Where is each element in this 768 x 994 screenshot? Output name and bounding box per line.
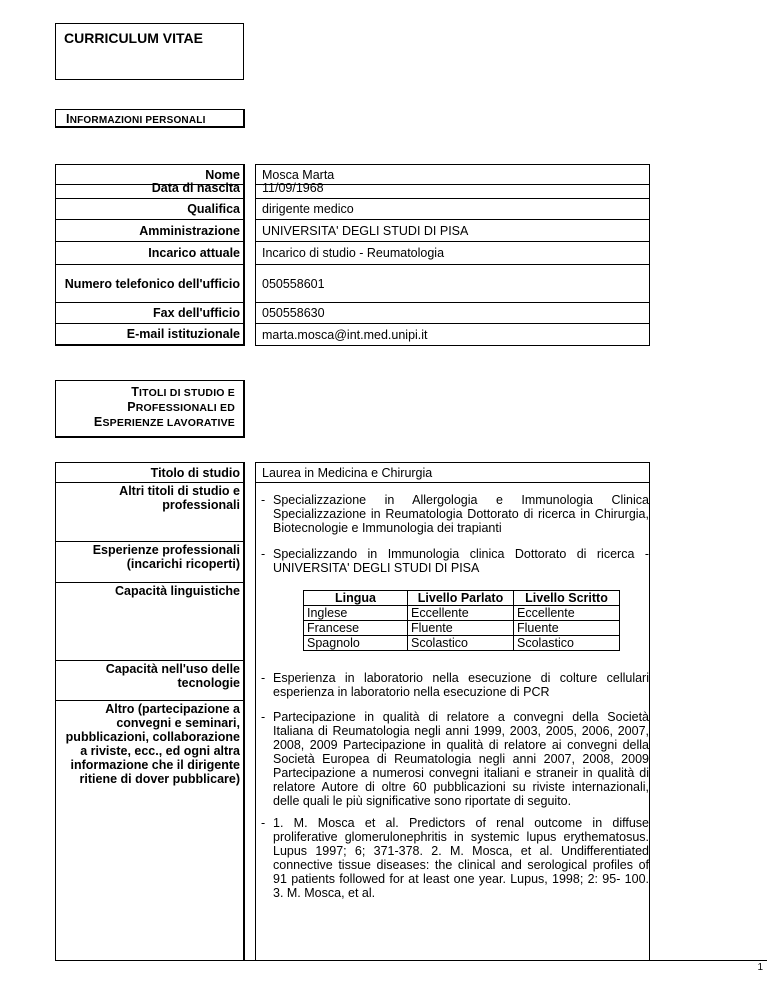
label-nome: Nome [55,164,245,185]
footer-divider [55,960,767,961]
cell-scritto: Fluente [514,621,620,636]
value-titolo-studio: Laurea in Medicina e Chirurgia [255,462,650,483]
tecnologie-text: Esperienza in laboratorio nella esecuzione di colture cellulari esperienza in laboratorio nella esecuzione di PCR [273,671,649,699]
cell-scritto: Scolastico [514,636,620,651]
cell-lingua: Francese [304,621,408,636]
altro-paragraph-1 [256,710,649,808]
section-title-line-2: PROFESSIONALI ED [127,400,235,414]
label-altri-titoli: Altri titoli di studio e professionali [55,483,245,542]
cell-parlato: Eccellente [408,606,514,621]
cell-parlato: Scolastico [408,636,514,651]
cell-lingua: Inglese [304,606,408,621]
table-row [304,621,620,636]
section-title-personal: INFORMAZIONI PERSONALI [66,112,206,126]
altri-titoli-text: Specializzazione in Allergologia e Immunologia Clinica Specializzazione in Reumatologia Dottorato di ricerca in Chirurgia, Biotecnologie e Immunologia dei trapianti [273,493,649,535]
esperienze-text: Specializzando in Immunologia clinica Dottorato di ricerca - UNIVERSITA' DEGLI STUDI DI PISA [273,547,649,575]
value-tecnologie [255,661,650,701]
value-amministrazione: UNIVERSITA' DEGLI STUDI DI PISA [255,220,650,242]
value-esperienze [255,542,650,583]
label-amministrazione: Amministrazione [55,220,245,242]
label-capacita-linguistiche: Capacità linguistiche [55,583,245,661]
table-row [304,636,620,651]
language-table [303,590,620,651]
label-tecnologie: Capacità nell'uso delle tecnologie [55,661,245,701]
value-altro [255,701,650,960]
altro-text-2: 1. M. Mosca et al. Predictors of renal outcome in diffuse proliferative glomerulonephritis in systemic lupus erythematosus. Lupus 1997; 6; 371-378. 2. M. Mosca, et al. Undifferentiated connective tissue diseases: the clinical and serological profiles of 91 patients followed for at least one year. Lupus, 1998; 2: 95- 100. 3. M. Mosca, et al. [273,816,649,900]
col-lingua: Lingua [304,591,408,606]
col-parlato: Livello Parlato [408,591,514,606]
cell-lingua: Spagnolo [304,636,408,651]
label-titolo-studio: Titolo di studio [55,462,245,483]
label-qualifica: Qualifica [55,199,245,220]
dash-marker: - [261,547,266,561]
label-altro: Altro (partecipazione a convegni e seminari, pubblicazioni, collaborazione a riviste, ecc., ed ogni altra informazione che il dirigente ritiene di dover pubblicare) [55,701,245,960]
section-title-line-3: ESPERIENZE LAVORATIVE [93,415,235,429]
section-title-line-1: TITOLI DI STUDIO E [131,385,235,399]
label-email: E-mail istituzionale [55,324,245,346]
section-title-qualifications [94,385,235,430]
altro-text-1: Partecipazione in qualità di relatore a convegni della Società Italiana di Reumatologia negli anni 1999, 2003, 2005, 2006, 2007, 2008, 2009 Partecipazione in qualità di relatore ai convegni della Società Europea di Reumatologia negli anni 2007, 2008, 2009 Partecipazione a numerosi convegni italiani e straneir in qualità di relatore Autore di oltre 60 pubblicazioni su riviste internazionali, delle quali le più significative sono riportate di seguito. [273,710,649,808]
section-qualifications [55,380,245,438]
cv-title-box [55,23,244,80]
cv-title: CURRICULUM VITAE [64,30,203,46]
label-fax: Fax dell'ufficio [55,303,245,324]
dash-marker: - [261,493,266,507]
page-number: 1 [757,962,763,973]
dash-marker: - [261,710,266,724]
label-esperienze: Esperienze professionali (incarichi ricoperti) [55,542,245,583]
cell-scritto: Eccellente [514,606,620,621]
value-altri-titoli [255,483,650,542]
section-personal-info [55,109,245,128]
label-numero-telefonico: Numero telefonico dell'ufficio [55,265,245,303]
label-data-nascita: Data di nascita [55,178,245,199]
dash-marker: - [261,816,266,830]
dash-marker: - [261,671,266,685]
value-incarico-attuale: Incarico di studio - Reumatologia [255,242,650,265]
table-row [304,606,620,621]
value-email: marta.mosca@int.med.unipi.it [255,324,650,346]
col-scritto: Livello Scritto [514,591,620,606]
value-qualifica: dirigente medico [255,199,650,220]
value-numero-telefonico: 050558601 [255,265,650,303]
value-fax: 050558630 [255,303,650,324]
language-table-header [304,591,620,606]
label-incarico-attuale: Incarico attuale [55,242,245,265]
value-data-nascita: 11/09/1968 [255,178,650,199]
value-nome: Mosca Marta [255,164,650,185]
cell-parlato: Fluente [408,621,514,636]
altro-paragraph-2 [256,816,649,900]
